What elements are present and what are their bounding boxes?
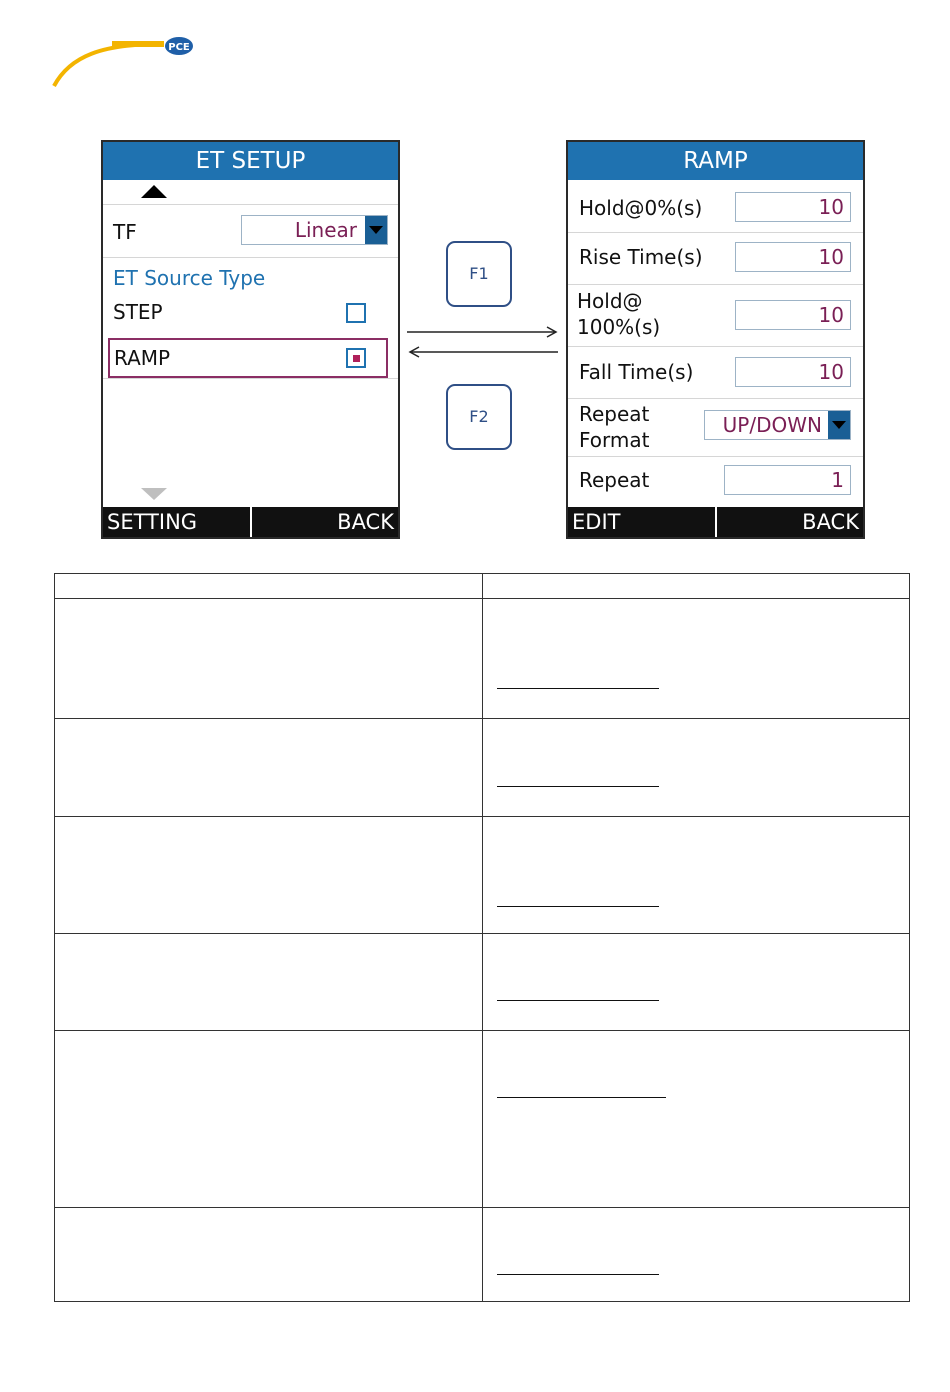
table-cell	[483, 817, 910, 934]
arrow-right-icon	[405, 324, 560, 360]
setting-softkey[interactable]: SETTING	[107, 510, 198, 534]
ramp-checkbox[interactable]	[346, 348, 366, 368]
underline	[497, 1097, 666, 1098]
underline	[497, 786, 659, 787]
hold0-label: Hold@0%(s)	[579, 196, 703, 220]
table-cell	[483, 574, 910, 599]
step-label: STEP	[113, 300, 163, 324]
rise-time-field[interactable]: 10	[735, 242, 851, 272]
table-cell	[483, 1208, 910, 1302]
underline	[497, 1000, 659, 1001]
table-cell	[55, 574, 483, 599]
underline	[497, 906, 659, 907]
ramp-screen	[566, 140, 865, 539]
rise-time-label: Rise Time(s)	[579, 245, 703, 269]
repeat-label: Repeat	[579, 468, 650, 492]
table-cell	[55, 599, 483, 719]
hold100-label-line2: 100%(s)	[577, 315, 661, 339]
repeat-format-value: UP/DOWN	[722, 413, 822, 437]
f2-key[interactable]: F2	[446, 384, 512, 450]
table-cell	[483, 599, 910, 719]
fall-time-label: Fall Time(s)	[579, 360, 694, 384]
dropdown-icon[interactable]	[828, 411, 850, 439]
tf-label: TF	[113, 220, 137, 244]
hold0-field[interactable]: 10	[735, 192, 851, 222]
edit-softkey[interactable]: EDIT	[572, 510, 621, 534]
underline	[497, 1274, 659, 1275]
description-table	[54, 573, 910, 1302]
table-row	[55, 1208, 910, 1302]
table-row	[55, 817, 910, 934]
back-softkey[interactable]: BACK	[802, 510, 859, 534]
table-cell	[55, 1208, 483, 1302]
et-setup-title: ET SETUP	[103, 142, 398, 180]
underline	[497, 688, 659, 689]
table-cell	[55, 817, 483, 934]
arrow-down-icon[interactable]	[141, 487, 167, 501]
table-cell	[483, 934, 910, 1031]
table-row	[55, 599, 910, 719]
table-row	[55, 719, 910, 817]
pce-logo	[52, 34, 202, 88]
et-setup-screen	[101, 140, 400, 539]
table-cell	[55, 1031, 483, 1208]
hold100-label-line1: Hold@	[577, 289, 643, 313]
table-cell	[483, 719, 910, 817]
svg-text:PCE: PCE	[168, 42, 190, 53]
repeat-format-dropdown[interactable]	[704, 410, 851, 440]
arrow-up-icon[interactable]	[141, 185, 167, 199]
tf-value: Linear	[294, 218, 357, 242]
table-cell	[55, 719, 483, 817]
f1-key[interactable]: F1	[446, 241, 512, 307]
dropdown-icon[interactable]	[365, 216, 387, 244]
hold100-field[interactable]: 10	[735, 300, 851, 330]
softkey-bar	[568, 507, 863, 537]
repeat-format-label-line2: Format	[579, 428, 650, 452]
table-header-row	[55, 574, 910, 599]
tf-dropdown[interactable]	[241, 215, 388, 245]
repeat-field[interactable]: 1	[724, 465, 851, 495]
fall-time-field[interactable]: 10	[735, 357, 851, 387]
ramp-option[interactable]	[108, 338, 388, 378]
table-row	[55, 934, 910, 1031]
step-checkbox[interactable]	[346, 303, 366, 323]
back-softkey[interactable]: BACK	[337, 510, 394, 534]
table-row	[55, 1031, 910, 1208]
table-cell	[55, 934, 483, 1031]
repeat-format-label-line1: Repeat	[579, 402, 650, 426]
ramp-label: RAMP	[114, 346, 171, 370]
table-cell	[483, 1031, 910, 1208]
source-type-label: ET Source Type	[113, 266, 266, 290]
ramp-title: RAMP	[568, 142, 863, 180]
softkey-bar	[103, 507, 398, 537]
